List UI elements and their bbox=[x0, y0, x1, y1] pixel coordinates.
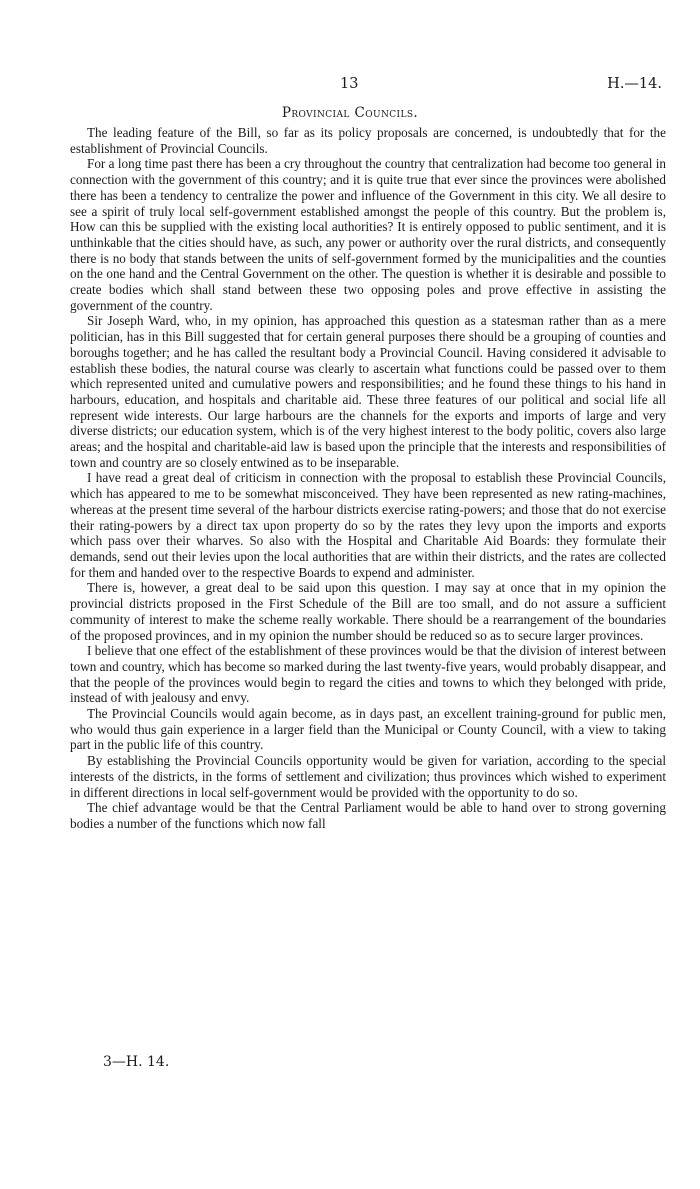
page-number: 13 bbox=[340, 76, 359, 92]
paragraph: There is, however, a great deal to be said upon this question. I may say at once that in my opinion the provincial districts proposed in the First Schedule of the Bill are too small, and do not assure a sufficient community of interest to make the scheme really workable. There should be a rearrangement of the boundaries of the proposed provinces, and in my opinion the number should be reduced so as to secure larger provinces. bbox=[70, 580, 666, 643]
document-reference: H.—14. bbox=[607, 76, 662, 92]
section-heading: Provincial Councils. bbox=[281, 105, 419, 121]
paragraph: For a long time past there has been a cry throughout the country that centralization had become too general in connection with the government of this country; and it is quite true that ever since the provinces were abolished there has been a tendency to centralize the power and influence of the Government in this city. We all desire to see a spirit of truly local self-government established amongst the people of this country. But the problem is, How can this be supplied with the existing local authorities? It is entirely opposed to public sentiment, and it is unthinkable that the cities should have, as such, any power or authority over the rural districts, and consequently there is no body that stands between the units of self-government formed by the municipalities and the counties on the one hand and the Central Government on the other. The question is whether it is desirable and possible to create bodies which shall stand between these two opposing poles and prove effective in assisting the government of the country. bbox=[70, 156, 666, 313]
paragraph: The leading feature of the Bill, so far as its policy proposals are concerned, is undoubtedly that for the establishment of Provincial Councils. bbox=[70, 125, 666, 156]
paragraph: I have read a great deal of criticism in connection with the proposal to establish these Provincial Councils, which has appeared to me to be somewhat misconceived. They have been represented as new rating-machines, whereas at the present time several of the harbour districts exercise rating-powers; and those that do not exercise their rating-powers by a direct tax upon property do so by the rates they levy upon the imports and exports which pass over their wharves. So also with the Hospital and Charitable Aid Boards: they formulate their demands, send out their levies upon the local authorities that are within their districts, and the rates are collected for them and handed over to the respective Boards to expend and administer. bbox=[70, 470, 666, 580]
paragraph: By establishing the Provincial Councils opportunity would be given for variation, according to the special interests of the districts, in the forms of settlement and civilization; thus provinces which wished to experiment in different directions in local self-government would be provided with the opportunity to do so. bbox=[70, 753, 666, 800]
paragraph: I believe that one effect of the establishment of these provinces would be that the division of interest between town and country, which has become so marked during the last twenty-five years, would probably disappear, and that the people of the provinces would begin to regard the cities and towns to which they belonged with pride, instead of with jealousy and envy. bbox=[70, 643, 666, 706]
body-text bbox=[70, 125, 666, 832]
signature-reference: 3—H. 14. bbox=[103, 1054, 170, 1070]
paragraph: The Provincial Councils would again become, as in days past, an excellent training-ground for public men, who would thus gain experience in a larger field than the Municipal or County Council, with a view to taking part in the public life of this country. bbox=[70, 706, 666, 753]
paragraph: The chief advantage would be that the Central Parliament would be able to hand over to strong governing bodies a number of the functions which now fall bbox=[70, 800, 666, 831]
paragraph: Sir Joseph Ward, who, in my opinion, has approached this question as a statesman rather than as a mere politician, has in this Bill suggested that for certain general purposes there should be a grouping of counties and boroughs together; and he has called the resultant body a Provincial Council. Having considered it advisable to establish these bodies, the natural course was clearly to ascertain what functions could be passed over to them which represented united and cumulative powers and responsibilities; and he found these things to his hand in harbours, education, and hospitals and charitable aid. These three features of our political and social life all represent wide interests. Our large harbours are the channels for the exports and imports of large and very diverse districts; our education system, which is of the very highest interest to the body politic, covers also large areas; and the hospital and charitable-aid law is based upon the principle that the interests and responsibilities of town and country are so closely entwined as to be inseparable. bbox=[70, 313, 666, 470]
